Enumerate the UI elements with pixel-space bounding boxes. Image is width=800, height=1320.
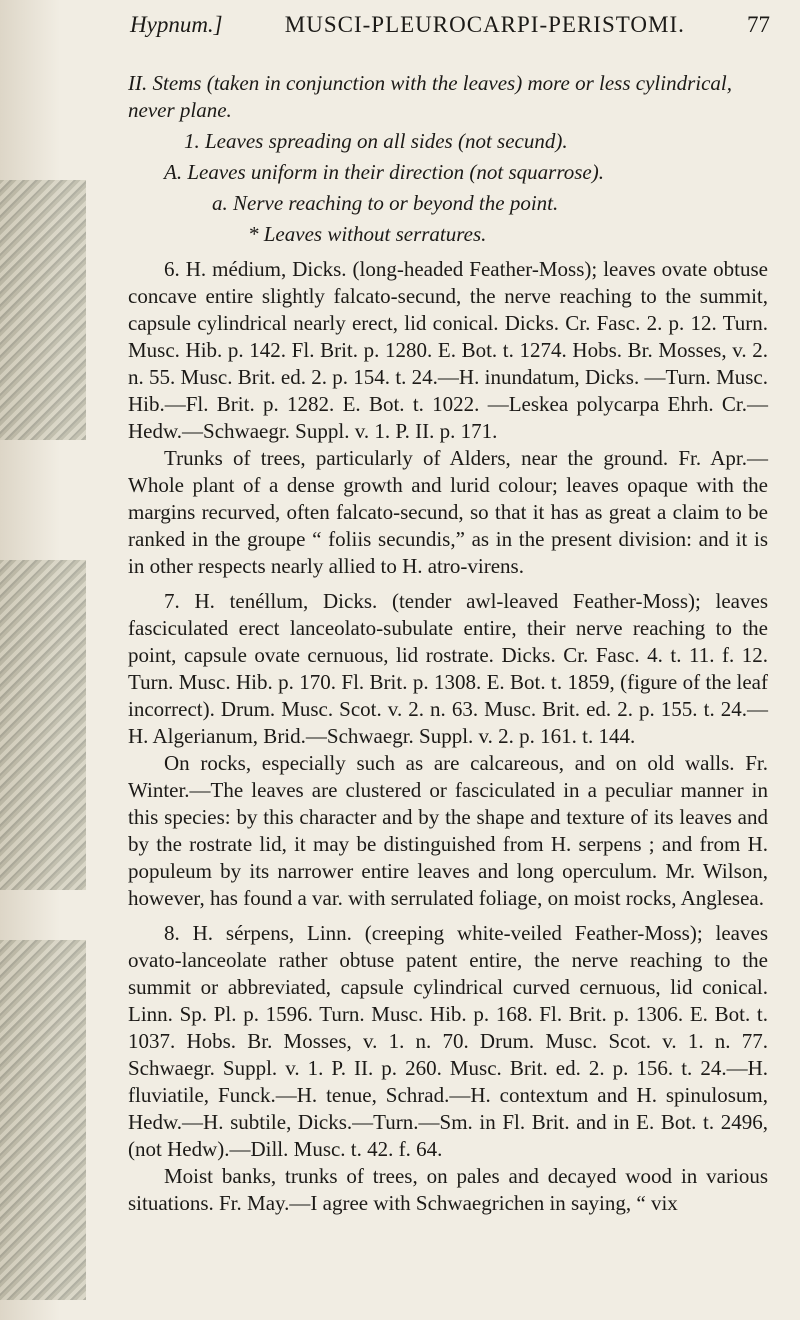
species-habitat-medium: Trunks of trees, particularly of Alders, near the ground. Fr. Apr.—Whole plant of a dense growth and lurid colour; leaves opaque with the margins recurved, often falcato-secund, so that it has as great a claim to be ranked in the groupe “ foliis secundis,” as in the present division: and it is in other respects nearly allied to H. atro-virens. bbox=[128, 446, 768, 578]
key-heading-stems: II. Stems (taken in conjunction with the leaves) more or less cylindrical, never plane. bbox=[128, 71, 732, 122]
bleed-through-plate-bottom bbox=[0, 940, 86, 1300]
key-heading-no-serratures: * Leaves without serratures. bbox=[248, 222, 487, 246]
key-heading-leaves-spreading: 1. Leaves spreading on all sides (not secund). bbox=[184, 129, 568, 153]
running-head bbox=[130, 12, 770, 52]
running-head-genus: Hypnum.] bbox=[130, 12, 223, 37]
key-heading-nerve: a. Nerve reaching to or beyond the point. bbox=[212, 191, 559, 215]
bleed-through-plate-middle bbox=[0, 560, 86, 890]
species-habitat-tenellum: On rocks, especially such as are calcareous, and on old walls. Fr. Winter.—The leaves are clustered or fasciculated in a peculiar manner in this species: by this character and by the shape and texture of its leaves and by the rostrate lid, it may be distinguished from H. serpens ; and from H. populeum by its narrower entire leaves and long operculum. Mr. Wilson, however, has found a var. with serrulated foliage, on moist rocks, Anglesea. bbox=[128, 751, 768, 910]
bleed-through-plate-top bbox=[0, 180, 86, 440]
key-heading-leaves-uniform: A. Leaves uniform in their direction (not squarrose). bbox=[164, 160, 604, 184]
species-habitat-serpens: Moist banks, trunks of trees, on pales and decayed wood in various situations. Fr. May.—I agree with Schwaegrichen in saying, “ vix bbox=[128, 1164, 768, 1215]
species-entry-serpens: 8. H. sérpens, Linn. (creeping white-veiled Feather-Moss); leaves ovato-lanceolate rather obtuse patent entire, the nerve reaching to the summit or abbreviated, capsule cylindrical curved cernuous, lid conical. Linn. Sp. Pl. p. 1596. Turn. Musc. Hib. p. 168. Fl. Brit. p. 1306. E. Bot. t. 1037. Hobs. Br. Mosses, v. 1. n. 70. Drum. Musc. Scot. v. 1. n. 77. Schwaegr. Suppl. v. 1. P. II. p. 260. Musc. Brit. ed. 2. p. 156. t. 24.—H. fluviatile, Funck.—H. tenue, Schrad.—H. contextum and H. spinulosum, Hedw.—H. subtile, Dicks.—Turn.—Sm. in Fl. Brit. and in E. Bot. t. 2496, (not Hedw).—Dill. Musc. t. 42. f. 64. bbox=[128, 921, 768, 1161]
page-body bbox=[128, 70, 768, 1217]
species-entry-tenellum: 7. H. tenéllum, Dicks. (tender awl-leaved Feather-Moss); leaves fasciculated erect lanceolato-subulate entire, their nerve reaching to the point, capsule ovate cernuous, lid rostrate. Dicks. Cr. Fasc. 4. t. 11. f. 12. Turn. Musc. Hib. p. 170. Fl. Brit. p. 1308. E. Bot. t. 1859, (figure of the leaf incorrect). Drum. Musc. Scot. v. 2. n. 63. Musc. Brit. ed. 2. p. 155. t. 24.—H. Algerianum, Brid.—Schwaegr. Suppl. v. 2. p. 161. t. 144. bbox=[128, 589, 768, 748]
page-number: 77 bbox=[747, 12, 770, 37]
species-entry-medium: 6. H. médium, Dicks. (long-headed Feather-Moss); leaves ovate obtuse concave entire slightly falcato-secund, the nerve reaching to the summit, capsule cylindrical nearly erect, lid conical. Dicks. Cr. Fasc. 2. p. 12. Turn. Musc. Hib. p. 142. Fl. Brit. p. 1280. E. Bot. t. 1274. Hobs. Br. Mosses, v. 2. n. 55. Musc. Brit. ed. 2. p. 154. t. 24.—H. inundatum, Dicks. —Turn. Musc. Hib.—Fl. Brit. p. 1282. E. Bot. t. 1022. —Leskea polycarpa Ehrh. Cr.—Hedw.—Schwaegr. Suppl. v. 1. P. II. p. 171. bbox=[128, 257, 768, 443]
running-head-title: MUSCI-PLEUROCARPI-PERISTOMI. bbox=[284, 12, 685, 37]
